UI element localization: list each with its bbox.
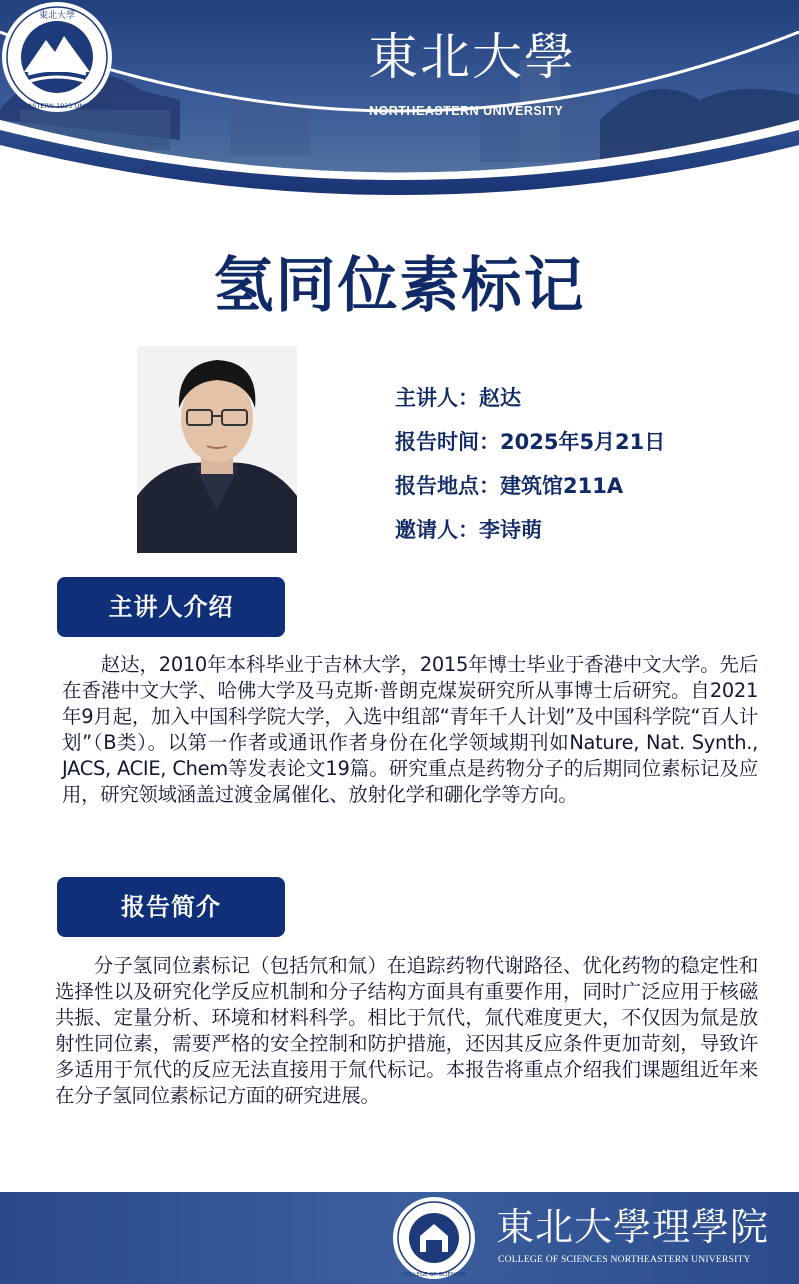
speaker-info [395, 376, 775, 552]
page-title: 氢同位素标记 [213, 251, 586, 321]
speaker-name: 主讲人：赵达 [395, 386, 521, 410]
bio-section-heading: 主讲人介绍 [57, 577, 285, 637]
abstract-section-heading: 报告简介 [57, 877, 285, 937]
header-banner [0, 0, 799, 215]
abstract-paragraph: 分子氢同位素标记（包括氘和氚）在追踪药物代谢路径、优化药物的稳定性和选择性以及研究化学反应机制和分子结构方面具有重要作用，同时广泛应用于核磁共振、定量分析、环境和材料科学。相比于氘代，氚代难度更大，不仅因为氚是放射性同位素，需要严格的安全控制和防护措施，还因其反应条件更加苛刻，导致许多适用于氘代的反应无法直接用于氚代标记。本报告将重点介绍我们课题组近年来在分子氢同位素标记方面的研究进展。 [55, 954, 758, 1107]
speaker-photo [137, 346, 297, 553]
seal-ring-text: NORTHEASTERN 1923 UNIVERSITY [0, 102, 114, 110]
university-name-english: NORTHEASTERN UNIVERSITY [369, 104, 564, 118]
speaker-portrait-image [137, 346, 297, 553]
university-seal-logo [0, 0, 114, 114]
university-name-chinese: 東北大學 [368, 28, 576, 86]
college-name-chinese: 東北大學理學院 [496, 1205, 770, 1249]
college-seal-text: COLLEGE OF SCIENCES [402, 1272, 466, 1278]
inviter: 邀请人：李诗萌 [395, 518, 542, 542]
footer-banner [0, 1192, 799, 1284]
bio-paragraph: 赵达，2010年本科毕业于吉林大学，2015年博士毕业于香港中文大学。先后在香港中文大学、哈佛大学及马克斯·普朗克煤炭研究所从事博士后研究。自2021年9月起，加入中国科学院大学，入选中组部“青年千人计划”及中国科学院“百人计划”（B类）。以第一作者或通讯作者身份在化学领域期刊如Nature, Nat. Synth., JACS, ACIE, Chem等发表论文19篇。研究重点是药物分子的后期同位素标记及应用，研究领域涵盖过渡金属催化、放射化学和硼化学等方向。 [62, 653, 758, 806]
report-time: 报告时间：2025年5月21日 [395, 430, 666, 454]
seal-top-text: 東北大學 [38, 11, 76, 21]
report-location: 报告地点：建筑馆211A [395, 474, 624, 498]
college-seal-logo [392, 1196, 476, 1280]
college-name-english: COLLEGE OF SCIENCES NORTHEASTERN UNIVERSITY [498, 1254, 751, 1265]
